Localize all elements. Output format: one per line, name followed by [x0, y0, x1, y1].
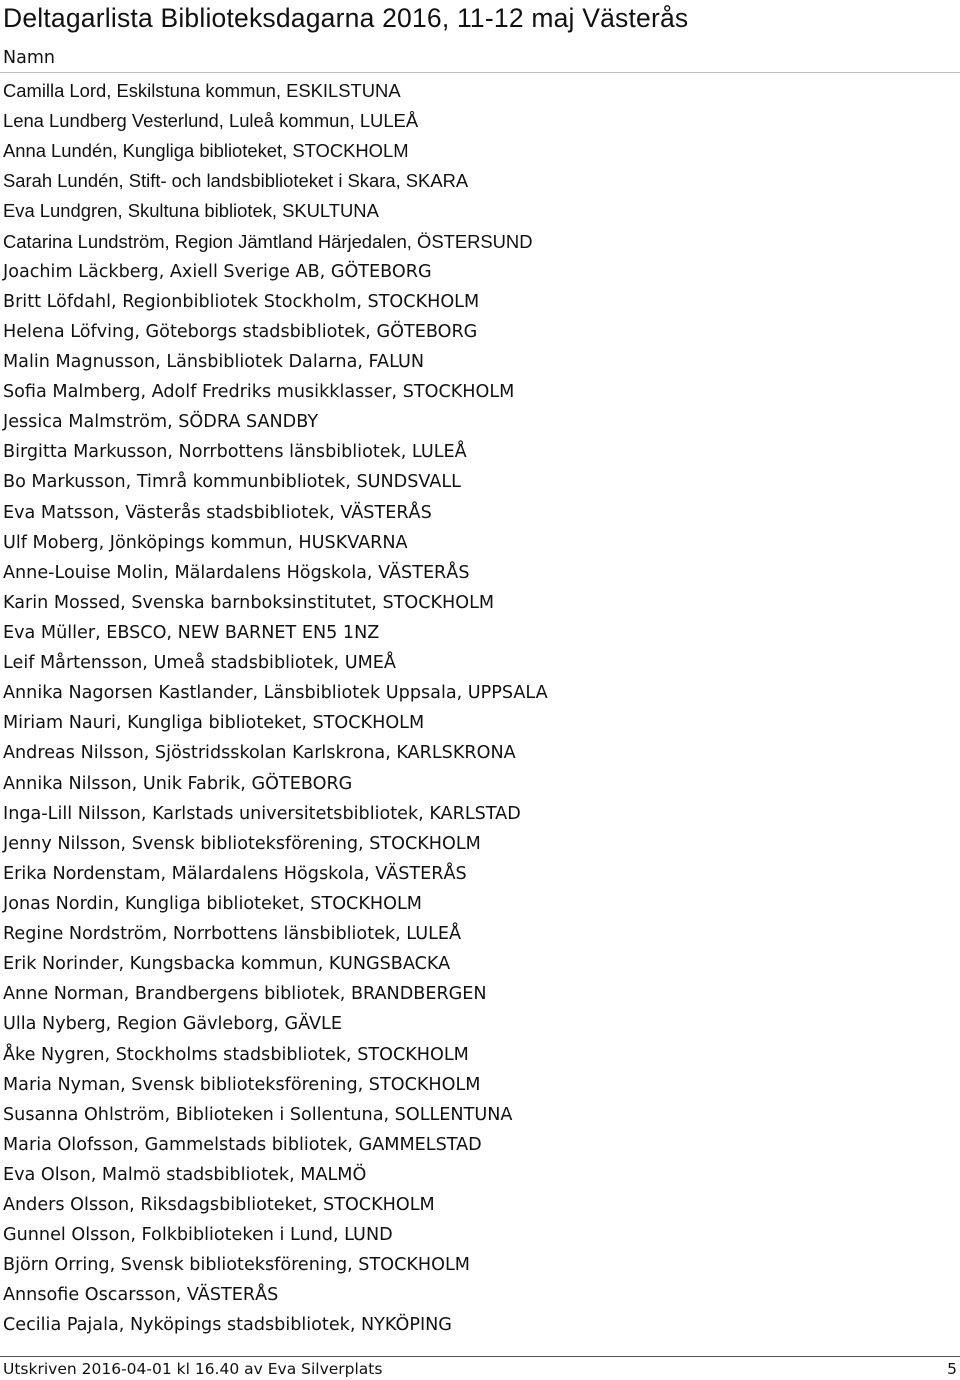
header-divider	[0, 72, 960, 73]
list-item: Birgitta Markusson, Norrbottens länsbibliotek, LULEÅ	[3, 442, 467, 463]
list-item: Jonas Nordin, Kungliga biblioteket, STOCKHOLM	[3, 893, 422, 914]
list-item: Andreas Nilsson, Sjöstridsskolan Karlskrona, KARLSKRONA	[3, 743, 516, 764]
footer-printed-info: Utskriven 2016-04-01 kl 16.40 av Eva Silverplats	[3, 1360, 383, 1378]
list-item: Inga-Lill Nilsson, Karlstads universitetsbibliotek, KARLSTAD	[3, 803, 521, 824]
list-item: Erika Nordenstam, Mälardalens Högskola, VÄSTERÅS	[3, 863, 467, 884]
list-item: Ulf Moberg, Jönköpings kommun, HUSKVARNA	[3, 532, 408, 553]
list-item: Catarina Lundström, Region Jämtland Härjedalen, ÖSTERSUND	[3, 230, 533, 252]
footer-divider	[0, 1356, 960, 1357]
list-item: Anne-Louise Molin, Mälardalens Högskola, VÄSTERÅS	[3, 562, 470, 583]
list-item: Anders Olsson, Riksdagsbiblioteket, STOCKHOLM	[3, 1195, 435, 1216]
list-item: Helena Löfving, Göteborgs stadsbibliotek, GÖTEBORG	[3, 321, 478, 342]
list-item: Joachim Läckberg, Axiell Sverige AB, GÖTEBORG	[3, 261, 432, 282]
list-item: Anna Lundén, Kungliga biblioteket, STOCKHOLM	[3, 140, 409, 162]
list-item: Maria Nyman, Svensk biblioteksförening, STOCKHOLM	[3, 1074, 481, 1095]
list-item: Leif Mårtensson, Umeå stadsbibliotek, UMEÅ	[3, 653, 396, 674]
list-item: Annika Nagorsen Kastlander, Länsbibliotek Uppsala, UPPSALA	[3, 683, 548, 704]
list-item: Camilla Lord, Eskilstuna kommun, ESKILSTUNA	[3, 80, 401, 101]
list-item: Cecilia Pajala, Nyköpings stadsbibliotek, NYKÖPING	[3, 1315, 452, 1336]
list-item: Erik Norinder, Kungsbacka kommun, KUNGSBACKA	[3, 954, 451, 975]
list-item: Jenny Nilsson, Svensk biblioteksförening, STOCKHOLM	[3, 833, 481, 854]
list-item: Annsofie Oscarsson, VÄSTERÅS	[3, 1285, 279, 1306]
list-item: Lena Lundberg Vesterlund, Luleå kommun, LULEÅ	[3, 110, 419, 132]
list-item: Björn Orring, Svensk biblioteksförening, STOCKHOLM	[3, 1255, 470, 1276]
list-item: Eva Matsson, Västerås stadsbibliotek, VÄSTERÅS	[3, 502, 432, 523]
document-title: Deltagarlista Biblioteksdagarna 2016, 11-12 maj Västerås	[3, 3, 689, 33]
list-item: Eva Lundgren, Skultuna bibliotek, SKULTUNA	[3, 200, 379, 222]
list-item: Åke Nygren, Stockholms stadsbibliotek, STOCKHOLM	[3, 1044, 469, 1065]
list-item: Bo Markusson, Timrå kommunbibliotek, SUNDSVALL	[3, 472, 461, 493]
list-item: Jessica Malmström, SÖDRA SANDBY	[3, 412, 319, 433]
list-item: Susanna Ohlström, Biblioteken i Sollentuna, SOLLENTUNA	[3, 1104, 513, 1125]
list-item: Malin Magnusson, Länsbibliotek Dalarna, FALUN	[3, 351, 425, 372]
list-item: Britt Löfdahl, Regionbibliotek Stockholm, STOCKHOLM	[3, 291, 480, 312]
list-item: Sarah Lundén, Stift- och landsbiblioteket i Skara, SKARA	[3, 170, 469, 192]
list-item: Miriam Nauri, Kungliga biblioteket, STOCKHOLM	[3, 713, 425, 734]
list-item: Annika Nilsson, Unik Fabrik, GÖTEBORG	[3, 773, 353, 794]
page-number: 5	[947, 1360, 957, 1378]
list-item: Maria Olofsson, Gammelstads bibliotek, GAMMELSTAD	[3, 1134, 482, 1155]
list-item: Ulla Nyberg, Region Gävleborg, GÄVLE	[3, 1014, 342, 1035]
participant-list	[3, 76, 548, 1341]
list-item: Karin Mossed, Svenska barnboksinstitutet, STOCKHOLM	[3, 592, 495, 613]
list-item: Eva Olson, Malmö stadsbibliotek, MALMÖ	[3, 1164, 367, 1185]
list-item: Gunnel Olsson, Folkbiblioteken i Lund, LUND	[3, 1225, 393, 1246]
list-item: Eva Müller, EBSCO, NEW BARNET EN5 1NZ	[3, 622, 380, 643]
list-item: Anne Norman, Brandbergens bibliotek, BRANDBERGEN	[3, 984, 487, 1005]
column-header-namn: Namn	[3, 48, 55, 68]
list-item: Regine Nordström, Norrbottens länsbibliotek, LULEÅ	[3, 924, 462, 945]
list-item: Sofia Malmberg, Adolf Fredriks musikklasser, STOCKHOLM	[3, 382, 515, 403]
